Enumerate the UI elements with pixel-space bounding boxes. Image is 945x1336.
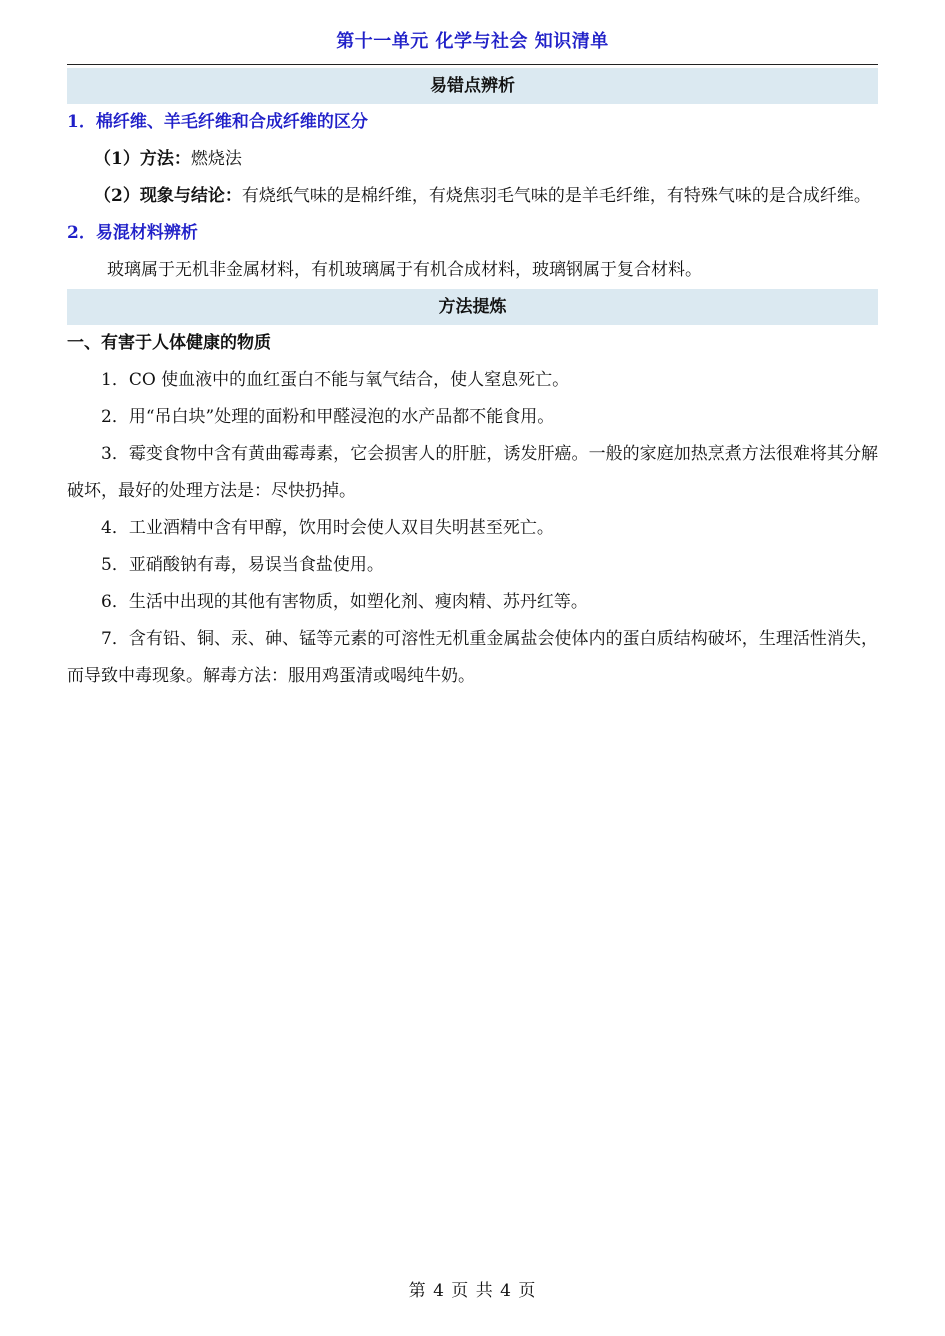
materials-paragraph: 玻璃属于无机非金属材料，有机玻璃属于有机合成材料，玻璃钢属于复合材料。 — [107, 260, 702, 280]
page-footer-number: 第 4 页 共 4 页 — [408, 1281, 537, 1301]
method-label: （1）方法： — [94, 149, 191, 169]
header-divider — [67, 64, 878, 65]
harmful-item-5: 5．亚硝酸钠有毒，易误当食盐使用。 — [101, 555, 384, 575]
harmful-item-7: 7．含有铅、铜、汞、砷、锰等元素的可溶性无机重金属盐会使体内的蛋白质结构破坏，生理活性消失，而导致中毒现象。解毒方法：服用鸡蛋清或喝纯牛奶。 — [67, 629, 878, 686]
harmful-item-2: 2．用“吊白块”处理的面粉和甲醛浸泡的水产品都不能食用。 — [101, 407, 555, 427]
section-band-common-mistakes: 易错点辨析 — [67, 68, 878, 104]
result-label: （2）现象与结论： — [94, 186, 242, 206]
item-heading-materials: 2．易混材料辨析 — [67, 223, 198, 243]
result-paragraph — [67, 178, 878, 215]
page-content — [67, 68, 878, 695]
harmful-item-3: 3．霉变食物中含有黄曲霉毒素，它会损害人的肝脏，诱发肝癌。一般的家庭加热烹煮方法很难将其分解破坏，最好的处理方法是：尽快扔掉。 — [67, 444, 878, 501]
harmful-item-6: 6．生活中出现的其他有害物质，如塑化剂、瘦肉精、苏丹红等。 — [101, 592, 588, 612]
result-text: 有烧纸气味的是棉纤维，有烧焦羽毛气味的是羊毛纤维，有特殊气味的是合成纤维。 — [241, 186, 871, 206]
harmful-item-4: 4．工业酒精中含有甲醇，饮用时会使人双目失明甚至死亡。 — [101, 518, 554, 538]
page-header-title: 第十一单元 化学与社会 知识清单 — [336, 31, 609, 52]
harmful-item-1: 1．CO 使血液中的血红蛋白不能与氧气结合，使人窒息死亡。 — [101, 370, 570, 390]
method-line — [67, 141, 878, 178]
item-heading-fiber-distinction: 1．棉纤维、羊毛纤维和合成纤维的区分 — [67, 112, 368, 132]
section-band-methods: 方法提炼 — [67, 289, 878, 325]
harmful-substances-heading: 一、有害于人体健康的物质 — [67, 333, 271, 353]
method-text: 燃烧法 — [190, 149, 242, 169]
